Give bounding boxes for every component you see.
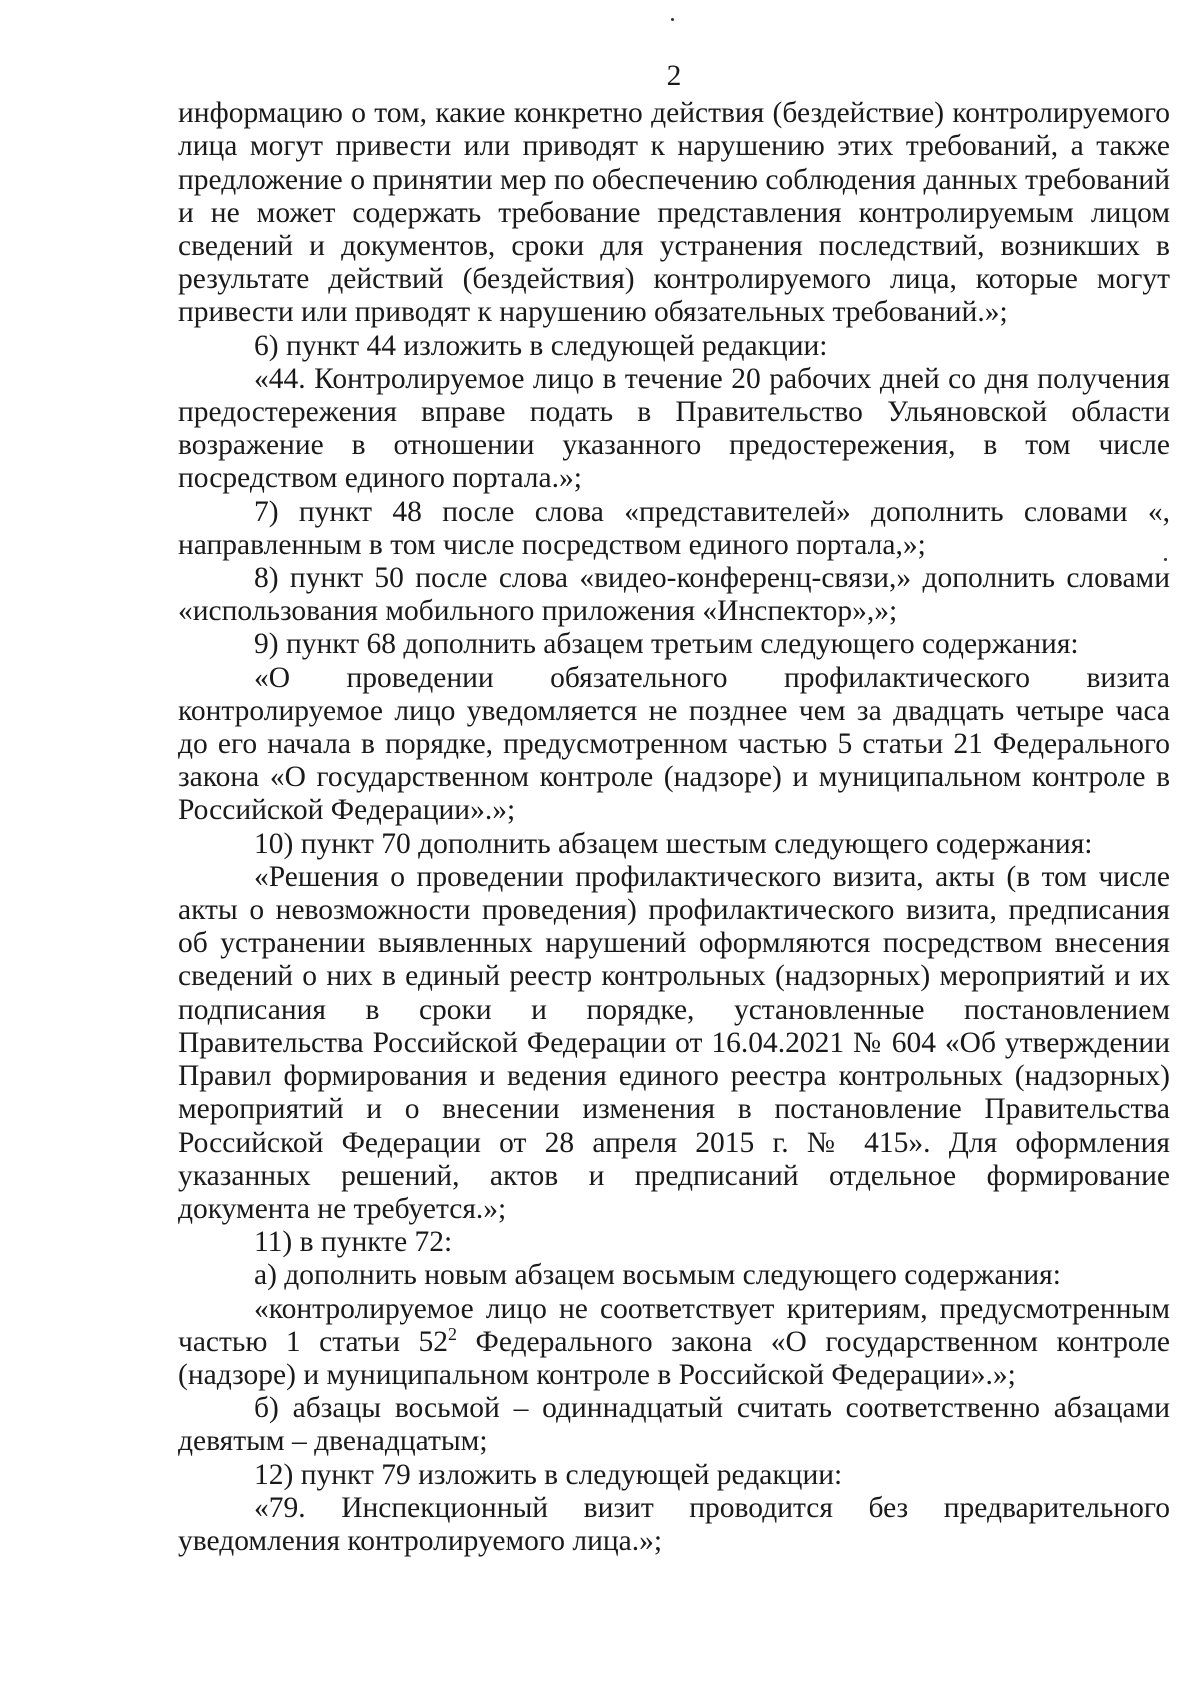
paragraph-item-8: 8) пункт 50 после слова «видео-конференц-связи,» дополнить словами «использования мобильного приложения «Инспектор»,»; — [178, 562, 1170, 628]
superscript-index: 2 — [448, 1323, 458, 1344]
quote-text-after: Федерального закона «О государственном контроле (надзоре) и муниципальном контроле в Российской Федерации».»; — [178, 1325, 1171, 1391]
paragraph-item-7: 7) пункт 48 после слова «представителей» дополнить словами «, направленным в том числе посредством единого портала,»; — [178, 495, 1170, 561]
paragraph-item-9: 9) пункт 68 дополнить абзацем третьим следующего содержания: — [254, 628, 1079, 661]
paragraph-item-6-quote: «44. Контролируемое лицо в течение 20 рабочих дней со дня получения предостережения вправе подать в Правительство Ульяновской области возражение в отношении указанного предостережения, в том числе посредством единого портала.»; — [178, 362, 1170, 495]
paragraph-item-6: 6) пункт 44 изложить в следующей редакции: — [254, 329, 828, 362]
scan-artifact-dot — [671, 18, 674, 21]
paragraph-continuation: информацию о том, какие конкретно действия (бездействие) контролируемого лица могут привести или приводят к нарушению этих требований, а также предложение о принятии мер по обеспечению соблюдения данных требований и не может содержать требование представления контролируемым лицом сведений и документов, сроки для устранения последствий, возникших в результате действий (бездействия) контролируемого лица, которые могут привести или приводят к нарушению обязательных требований.»; — [178, 97, 1170, 329]
paragraph-item-11a: а) дополнить новым абзацем восьмым следующего содержания: — [254, 1259, 1061, 1292]
paragraph-item-10: 10) пункт 70 дополнить абзацем шестым следующего содержания: — [254, 827, 1093, 860]
quote-text-before: «контролируемое лицо не соответствует критериям, предусмотренным частью 1 статьи 52 — [178, 1292, 1170, 1358]
scan-artifact-dot — [1164, 558, 1167, 561]
paragraph-item-11b: б) абзацы восьмой – одиннадцатый считать соответственно абзацами девятым – двенадцатым; — [178, 1392, 1170, 1458]
paragraph-item-9-quote: «О проведении обязательного профилактического визита контролируемое лицо уведомляется не позднее чем за двадцать четыре часа до его начала в порядке, предусмотренном частью 5 статьи 21 Федерального закона «О государственном контроле (надзоре) и муниципальном контроле в Российской Федерации».»; — [178, 661, 1170, 827]
paragraph-item-11: 11) в пункте 72: — [254, 1226, 453, 1259]
paragraph-item-11a-quote — [178, 1293, 1170, 1393]
page-number: 2 — [666, 60, 682, 92]
paragraph-item-12: 12) пункт 79 изложить в следующей редакции: — [254, 1458, 843, 1491]
paragraph-item-10-quote: «Решения о проведении профилактического визита, акты (в том числе акты о невозможности проведения) профилактического визита, предписания об устранении выявленных нарушений оформляются посредством внесения сведений о них в единый реестр контрольных (надзорных) мероприятий и их подписания в сроки и порядке, установленные постановлением Правительства Российской Федерации от 16.04.2021 № 604 «Об утверждении Правил формирования и ведения единого реестра контрольных (надзорных) мероприятий и о внесении изменения в постановление Правительства Российской Федерации от 28 апреля 2015 г. № 415». Для оформления указанных решений, актов и предписаний отдельное формирование документа не требуется.»; — [178, 860, 1170, 1225]
paragraph-item-12-quote: «79. Инспекционный визит проводится без предварительного уведомления контролируемого лица.»; — [178, 1491, 1170, 1557]
document-body — [178, 60, 1170, 1558]
